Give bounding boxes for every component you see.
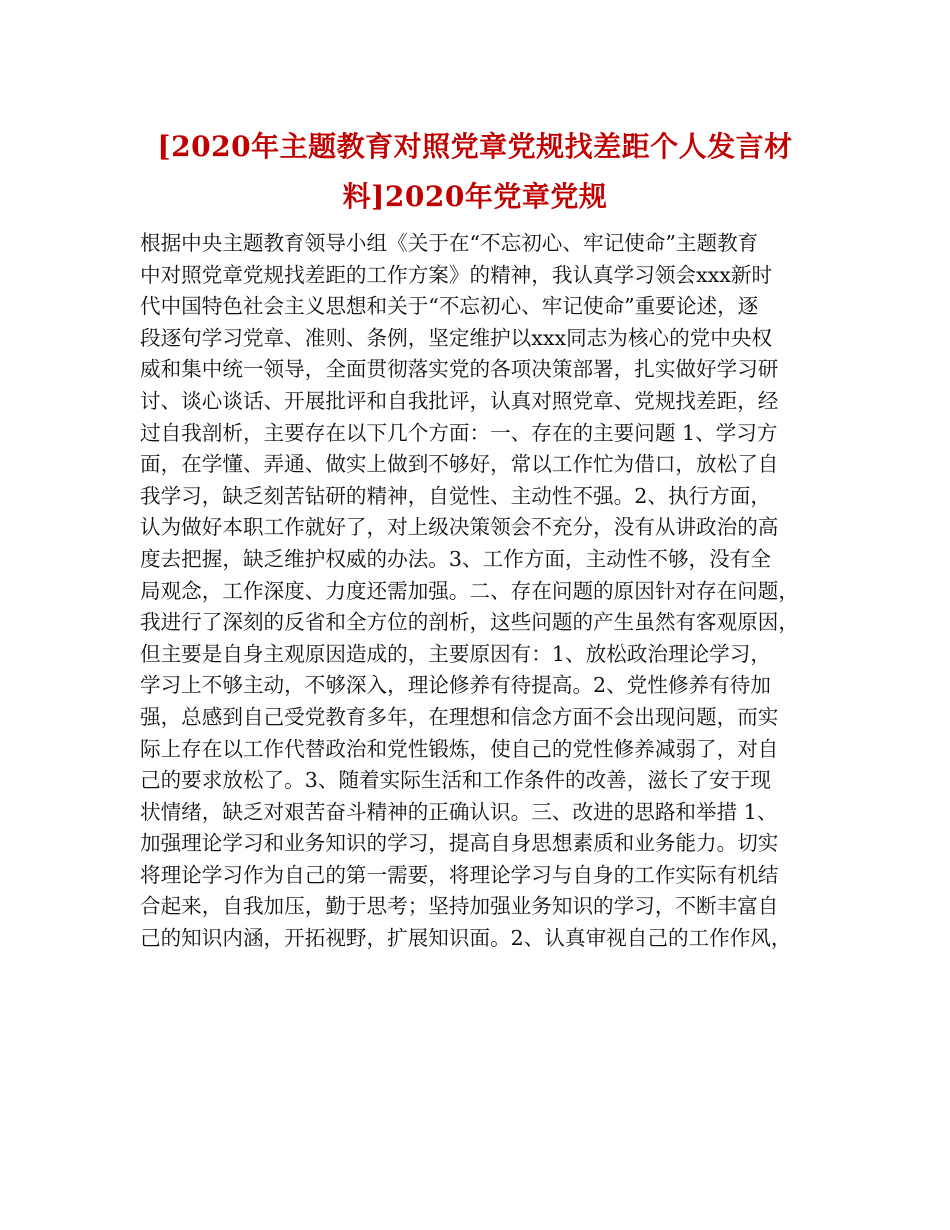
- body-line: 加强理论学习和业务知识的学习，提高自身思想素质和业务能力。切实: [140, 831, 779, 856]
- document-title: [130, 122, 820, 222]
- body-line: 过自我剖析，主要存在以下几个方面：一、存在的主要问题 1、学习方: [140, 420, 778, 445]
- body-line: 学习上不够主动，不够深入，理论修养有待提高。2、党性修养有待加: [140, 673, 771, 698]
- body-line: 面，在学懂、弄通、做实上做到不够好，常以工作忙为借口，放松了自: [140, 452, 779, 477]
- body-line: 强，总感到自己受党教育多年，在理想和信念方面不会出现问题，而实: [140, 704, 779, 729]
- body-line: 威和集中统一领导，全面贯彻落实党的各项决策部署，扎实做好学习研: [140, 357, 779, 382]
- body-line: 合起来，自我加压，勤于思考；坚持加强业务知识的学习，不断丰富自: [140, 894, 779, 919]
- body-line: 段逐句学习党章、准则、条例，坚定维护以xxx同志为核心的党中央权: [140, 325, 773, 350]
- body-line: 根据中央主题教育领导小组《关于在“不忘初心、牢记使命”主题教育: [140, 231, 759, 255]
- body-line: 讨、谈心谈话、开展批评和自我批评，认真对照党章、党规找差距，经: [140, 388, 779, 413]
- document-body: [140, 228, 816, 955]
- body-line: 但主要是自身主观原因造成的，主要原因有：1、放松政治理论学习，: [140, 641, 771, 666]
- body-line: 我进行了深刻的反省和全方位的剖析，这些问题的产生虽然有客观原因，: [140, 610, 799, 635]
- body-line: 代中国特色社会主义思想和关于“不忘初心、牢记使命”重要论述，逐: [140, 294, 759, 319]
- body-line: 认为做好本职工作就好了，对上级决策领会不充分，没有从讲政治的高: [140, 515, 779, 540]
- body-line: 将理论学习作为自己的第一需要，将理论学习与自身的工作实际有机结: [140, 862, 779, 887]
- body-line: 我学习，缺乏刻苦钻研的精神，自觉性、主动性不强。2、执行方面，: [140, 483, 771, 508]
- body-line: 己的要求放松了。3、随着实际生活和工作条件的改善，滋长了安于现: [140, 768, 771, 793]
- body-line: 中对照党章党规找差距的工作方案》的精神，我认真学习领会xxx新时: [140, 262, 773, 287]
- body-line: 际上存在以工作代替政治和党性锻炼，使自己的党性修养减弱了，对自: [140, 736, 779, 761]
- title-line: 料]2020年党章党规: [342, 180, 608, 213]
- title-line: [2020年主题教育对照党章党规找差距个人发言材: [157, 130, 793, 163]
- body-line: 己的知识内涵，开拓视野，扩展知识面。2、认真审视自己的工作作风，: [140, 926, 792, 951]
- body-line: 局观念，工作深度、力度还需加强。二、存在问题的原因针对存在问题，: [140, 578, 799, 603]
- body-line: 状情绪，缺乏对艰苦奋斗精神的正确认识。三、改进的思路和举措 1、: [140, 799, 778, 824]
- body-line: 度去把握，缺乏维护权威的办法。3、工作方面，主动性不够，没有全: [140, 546, 771, 571]
